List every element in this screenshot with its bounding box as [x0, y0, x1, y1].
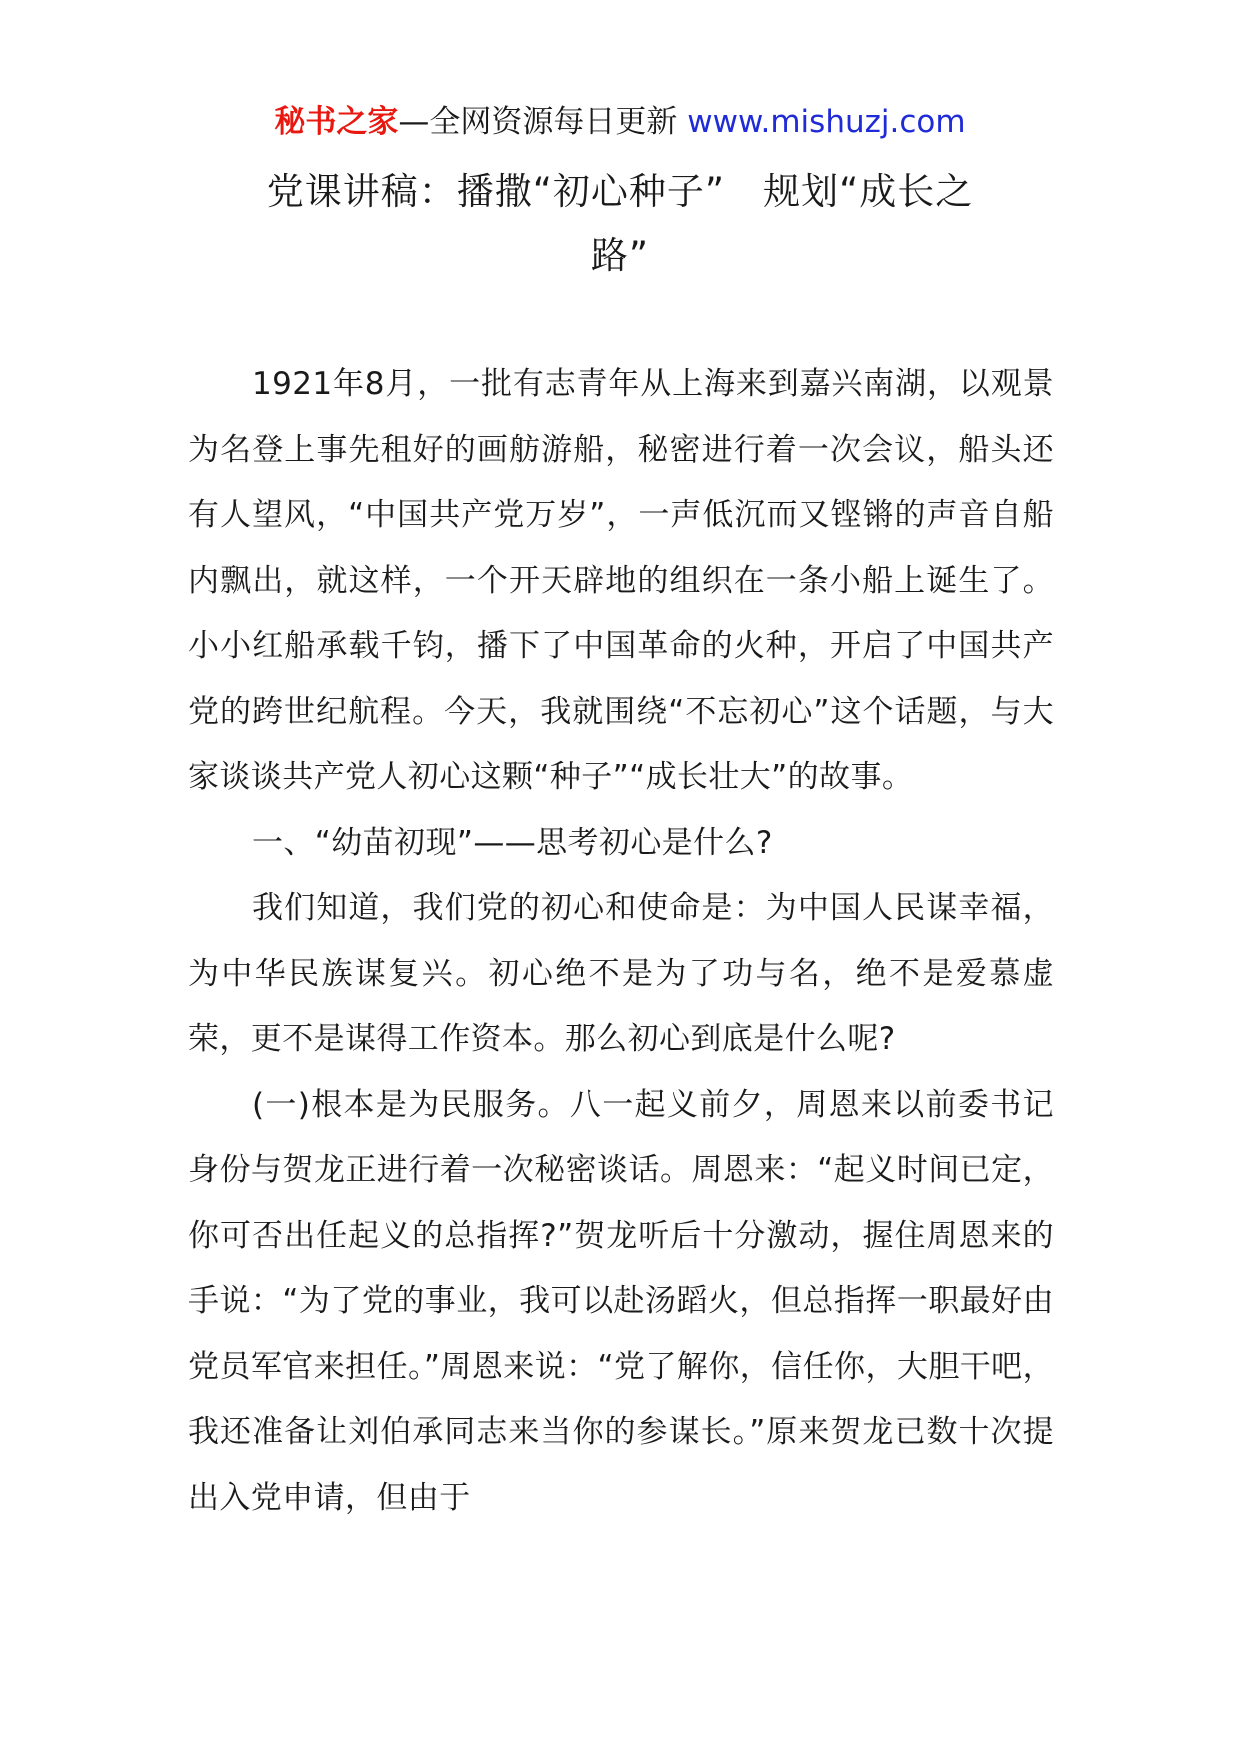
section-heading-1: 一、“幼苗初现”——思考初心是什么?: [252, 824, 773, 861]
document-title: [170, 160, 1070, 288]
brand-name: 秘书之家: [274, 104, 399, 140]
title-line-2: 路”: [590, 234, 650, 277]
paragraph-subsection-1: (一)根本是为民服务。八一起义前夕，周恩来以前委书记身份与贺龙正进行着一次秘密谈话。周恩来：“起义时间已定，你可否出任起义的总指挥?”贺龙听后十分激动，握住周恩来的手说：“为了党的事业，我可以赴汤蹈火，但总指挥一职最好由党员军官来担任。”周恩来说：“党了解你，信任你，大胆干吧，我还准备让刘伯承同志来当你的参谋长。”原来贺龙已数十次提出入党申请，但由于: [188, 1086, 1054, 1516]
title-line-1: 党课讲稿：播撒“初心种子” 规划“成长之: [266, 170, 974, 213]
paragraph-intro: 1921年8月，一批有志青年从上海来到嘉兴南湖，以观景为名登上事先租好的画舫游船，秘密进行着一次会议，船头还有人望风，“中国共产党万岁”，一声低沉而又铿锵的声音自船内飘出，就这样，一个开天辟地的组织在一条小船上诞生了。小小红船承载千钧，播下了中国革命的火种，开启了中国共产党的跨世纪航程。今天，我就围绕“不忘初心”这个话题，与大家谈谈共产党人初心这颗“种子”“成长壮大”的故事。: [188, 366, 1054, 795]
site-url-link[interactable]: www.mishuzj.com: [687, 104, 966, 140]
paragraph-section-1: 我们知道，我们党的初心和使命是：为中国人民谋幸福，为中华民族谋复兴。初心绝不是为了功与名，绝不是爱慕虚荣，更不是谋得工作资本。那么初心到底是什么呢?: [188, 890, 1054, 1057]
document-body: [188, 352, 1054, 1531]
header-tagline: —全网资源每日更新: [398, 104, 678, 140]
site-header-banner: [0, 102, 1240, 142]
